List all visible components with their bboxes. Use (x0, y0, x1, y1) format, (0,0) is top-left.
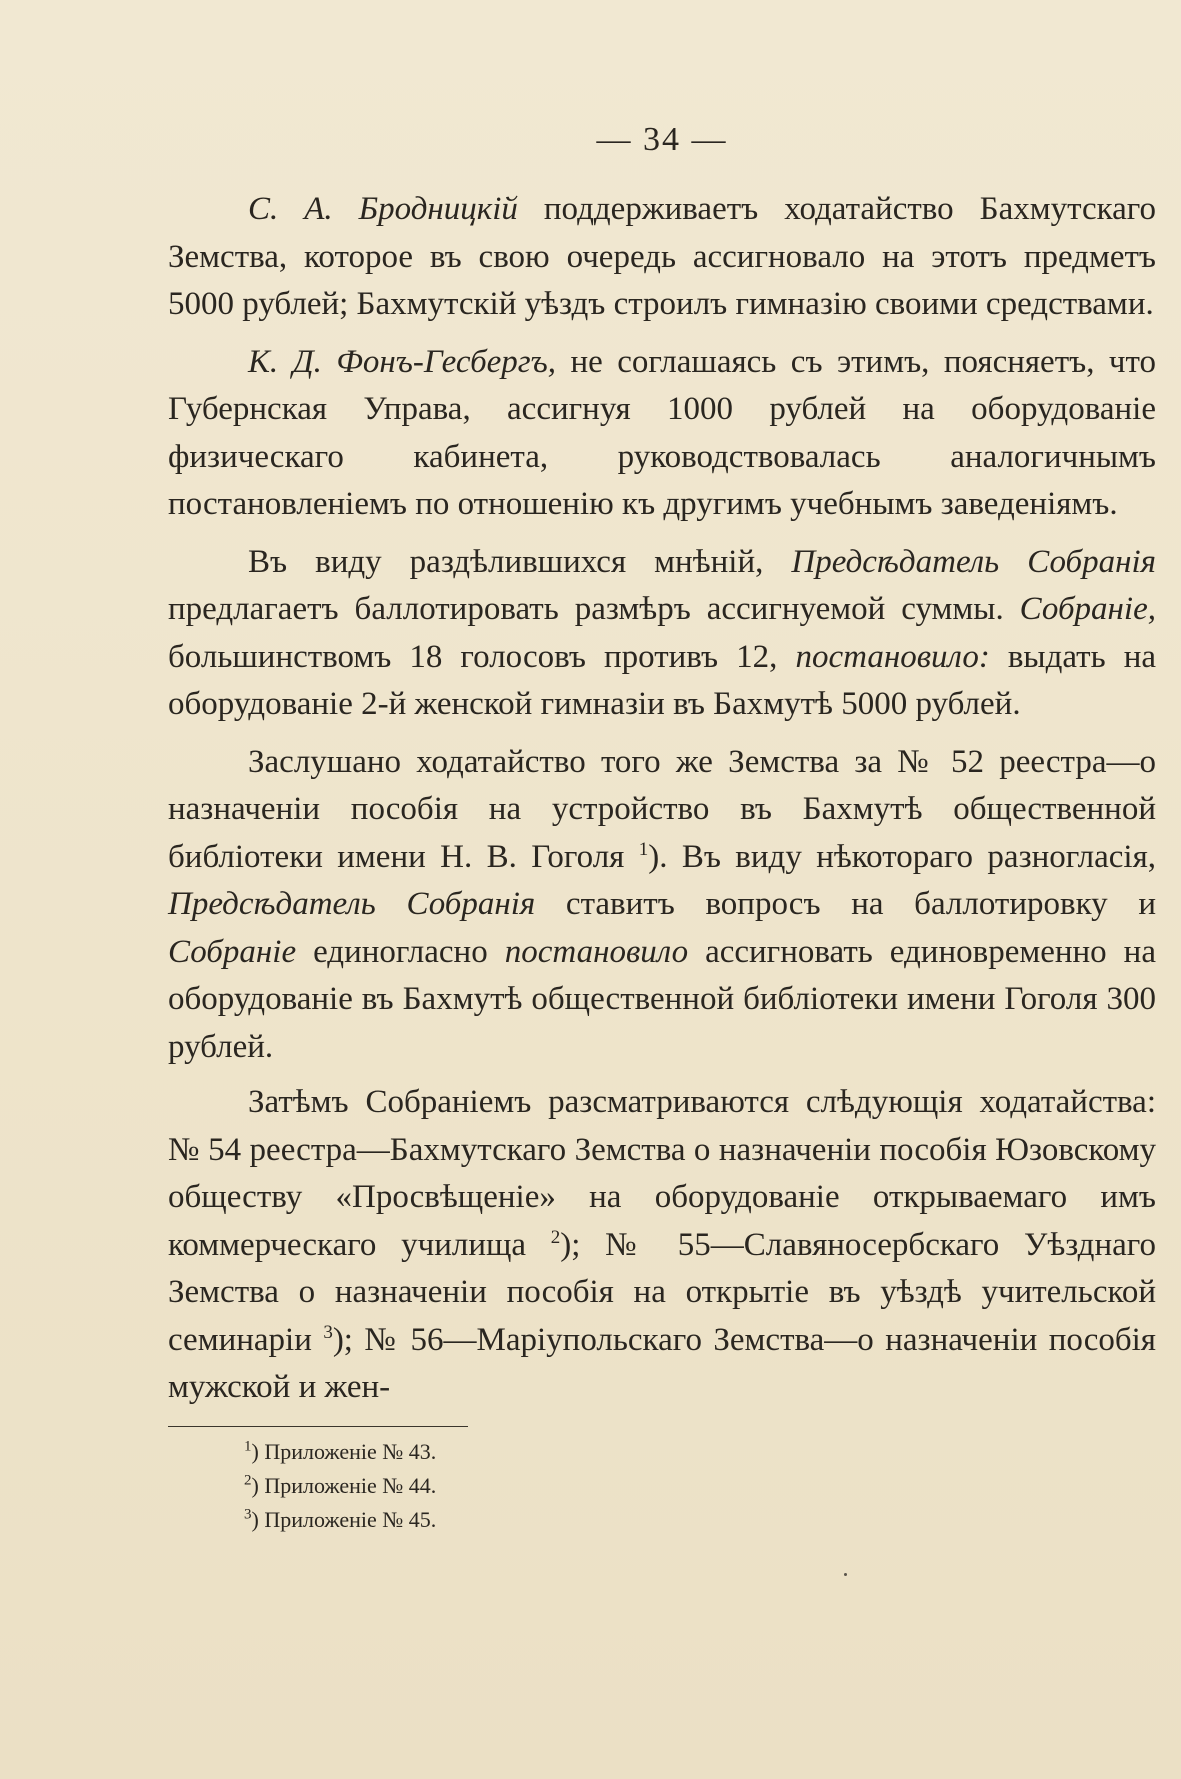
text-run: поддерживаетъ ходатайство Бахмутскаго Земства, которое въ свою очередь ассигновало на этотъ предметъ 5000 рублей; Бахмутскій уѣздъ строилъ гимназію своими средствами. (168, 191, 1156, 322)
paragraph (168, 739, 1156, 1072)
footnote (244, 1469, 1156, 1503)
footnote-mark: 1 (244, 1438, 252, 1455)
text-run: единогласно (296, 933, 505, 970)
text-run: ). Въ виду нѣкотораго разногласія, (648, 838, 1156, 875)
italic-text: Предсѣдатель Собранія (791, 543, 1156, 580)
text-run: предлагаетъ баллотировать размѣръ ассигнуемой суммы. (168, 591, 1020, 627)
text-run: выдать на оборудованіе 2-й женской гимназіи въ Бахмутѣ 5000 рублей. (168, 638, 1156, 722)
text-run: ); № 55—Славяносербскаго Уѣзднаго Земства о назначеніи пособія на открытіе въ уѣздѣ учительской семинаріи (168, 1226, 1156, 1358)
italic-text: С. А. Бродницкій (248, 191, 518, 227)
footnote (244, 1435, 1156, 1469)
footnote-text: ) Приложеніе № 45. (251, 1506, 437, 1532)
text-run: не соглашаясь съ этимъ, поясняетъ, что Губернская Управа, ассигнуя 1000 рублей на оборудованіе физическаго кабинета, руководствовалась аналогичнымъ постановленіемъ по отношенію къ другимъ учебнымъ заведеніямъ. (168, 343, 1156, 522)
text-run: большинствомъ 18 голосовъ противъ 12, (168, 638, 796, 675)
footnotes (244, 1435, 1156, 1537)
text-run: Затѣмъ Собраніемъ разсматриваются слѣдующія ходатайства: № 54 реестра—Бахмутскаго Земства о назначеніи пособія Юзовскому обществу «Просвѣщеніе» на оборудованіе открываемаго имъ коммерческаго училища (168, 1084, 1156, 1263)
footnote-text: ) Приложеніе № 43. (251, 1438, 437, 1464)
footnote-text: ) Приложеніе № 44. (251, 1472, 437, 1498)
text-run: ); № 56—Маріупольскаго Земства—о назначеніи пособія мужской и жен- (168, 1321, 1156, 1405)
paragraph (168, 539, 1156, 729)
footnote-mark: 3 (244, 1506, 252, 1523)
print-speck (844, 1573, 847, 1576)
italic-text: постановило (504, 933, 689, 970)
footnote-divider (168, 1426, 468, 1427)
text-run: Заслушано ходатайство того же Земства за № 52 реестра—о назначеніи пособія на устройство въ Бахмутѣ общественной библіотеки имени Н. В. Гоголя (168, 743, 1156, 875)
paragraph (168, 339, 1156, 529)
footnote-reference: 3 (323, 1321, 333, 1343)
page-number: — 34 — (596, 121, 728, 158)
italic-text: Предсѣдатель Собранія (168, 886, 536, 922)
document-page (168, 120, 1156, 1537)
footnote (244, 1503, 1156, 1537)
text-run: ассигновать единовременно на оборудованіе въ Бахмутѣ общественной библіотеки имени Гоголя 300 рублей. (168, 933, 1156, 1065)
footnote-reference: 2 (550, 1226, 561, 1248)
italic-text: Собраніе (168, 933, 297, 970)
italic-text: постановило: (795, 638, 990, 675)
text-run: Въ виду раздѣлившихся мнѣній, (248, 543, 792, 580)
italic-text: К. Д. Фонъ-Гесбергъ, (248, 343, 557, 380)
footnote-mark: 2 (244, 1472, 252, 1489)
text-run: ставитъ вопросъ на баллотировку и (535, 886, 1156, 922)
body-text (168, 186, 1156, 1412)
italic-text: Собраніе, (1019, 591, 1156, 627)
paragraph (168, 1079, 1156, 1412)
footnote-reference: 1 (638, 838, 649, 860)
paragraph (168, 186, 1156, 329)
